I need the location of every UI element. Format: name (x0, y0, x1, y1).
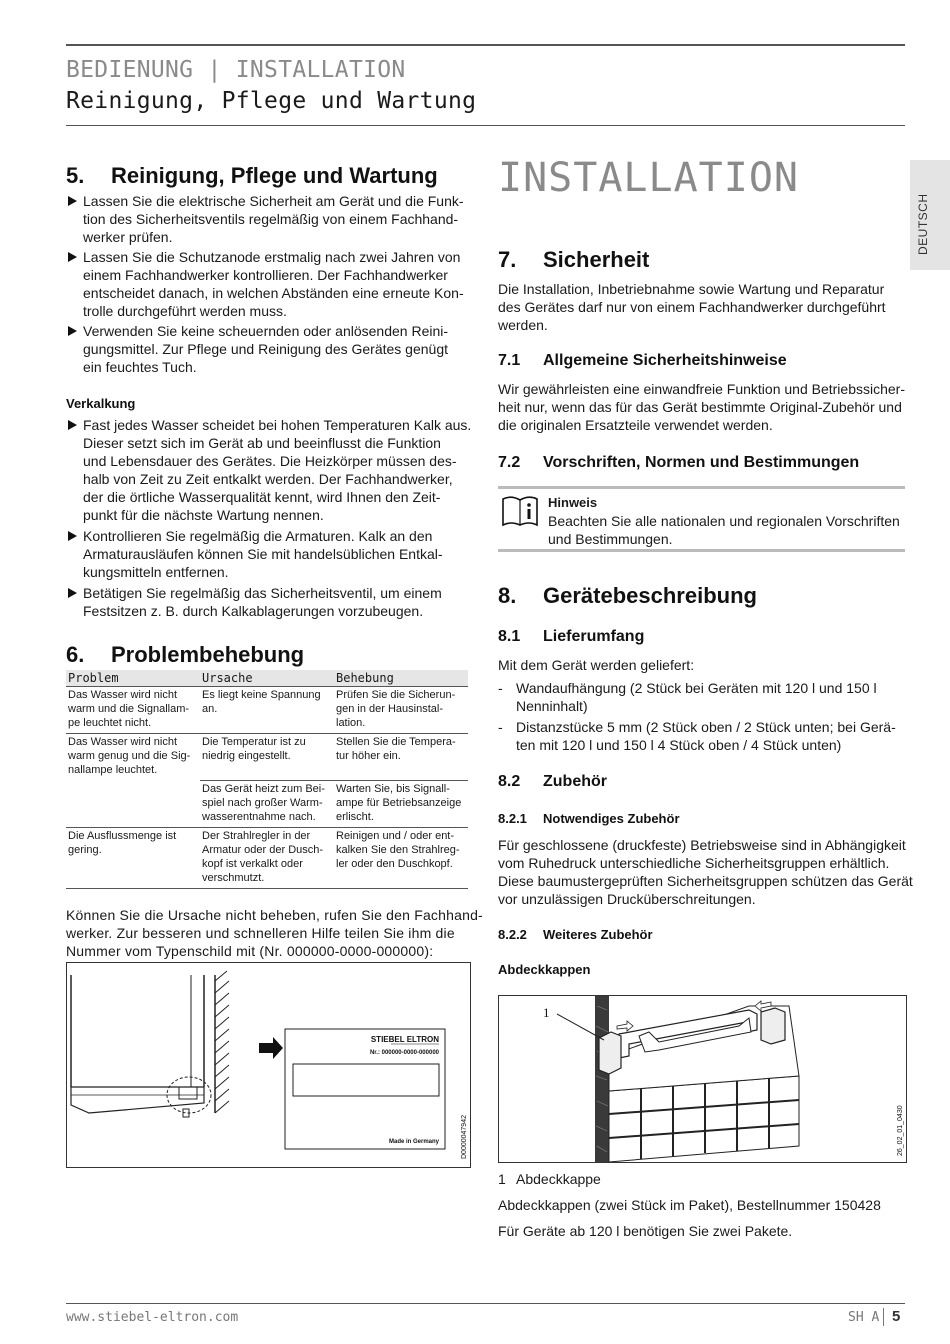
text-line: vor unzulässigen Drucküberschreitungen. (498, 891, 756, 907)
section-number: 6. (66, 642, 85, 667)
header-top-rule (66, 44, 905, 46)
section-title: Problembehebung (111, 642, 305, 667)
section-7-heading (498, 247, 649, 273)
section-title: Sicherheit (543, 247, 650, 272)
text-line: gungsmittel. Zur Pflege und Reinigung des Gerätes genügt (83, 341, 449, 357)
contact-paragraph (66, 906, 483, 960)
page-number: 5 (892, 1308, 901, 1325)
table-cell: Warten Sie, bis Signall-ampe für Betriebsanzeige erlischt. (334, 780, 468, 827)
text-line: Dieser setzt sich im Gerät ab und beeinflusst die Funktion (83, 435, 441, 451)
text-line: Für geschlossene (druckfeste) Betriebsweise sind in Abhängigkeit (498, 837, 906, 853)
section-number: 8. (498, 583, 517, 608)
table-cell: Die Temperatur ist zu niedrig eingestellt. (200, 734, 334, 781)
bullet-item (66, 527, 443, 581)
text-line: werden. (498, 317, 548, 333)
figure-code: D0000047942 (461, 1115, 468, 1159)
table-cell: Das Wasser wird nicht warm und die Signallam-pe leuchtet nicht. (66, 687, 200, 734)
bullet-item (66, 416, 471, 524)
text-line: Nenninhalt) (516, 698, 588, 714)
text-line: einem Fachhandwerker kontrollieren. Der Fachhandwerker (83, 267, 448, 283)
table-row (66, 827, 468, 888)
table-cell: Das Wasser wird nicht warm genug und die Sig-nallampe leuchtet. (68, 736, 191, 776)
lieferumfang-intro: Mit dem Gerät werden geliefert: (498, 657, 695, 673)
table-cell: Prüfen Sie die Sicherun-gen in der Hausinstal-lation. (334, 687, 468, 734)
bullet-item (66, 584, 442, 620)
cover-cap-figure (498, 995, 907, 1163)
notice-text (548, 512, 900, 548)
text-line: Distanzstücke 5 mm (2 Stück oben / 2 Stück unten; bei Gerä- (516, 719, 896, 735)
section-8-heading (498, 583, 757, 609)
section-7-text (498, 280, 886, 334)
text-line: tion des Sicherheitsventils regelmäßig von einem Fachhand- (83, 211, 459, 227)
abdeck-packages-line: Für Geräte ab 120 l benötigen Sie zwei Pakete. (498, 1223, 793, 1239)
hinweis-notice (498, 486, 905, 552)
text-line: entscheidet danach, in welchen Abständen eine erneute Kon- (83, 285, 464, 301)
column-header: Behebung (334, 670, 468, 687)
brand-label: STIEBEL ELTRON (370, 1035, 439, 1044)
text-line: Wandaufhängung (2 Stück bei Geräten mit 120 l und 150 l (516, 680, 877, 696)
text-line: Kontrollieren Sie regelmäßig die Armaturen. Kalk an den (83, 528, 433, 544)
text-line: Wir gewährleisten eine einwandfreie Funktion und Betriebssicher- (498, 381, 905, 397)
footer-doc-code: SH A (848, 1310, 880, 1325)
bullet-item (66, 248, 464, 320)
section-title: Reinigung, Pflege und Wartung (111, 163, 438, 188)
text-line: Können Sie die Ursache nicht beheben, rufen Sie den Fachhand- (66, 907, 483, 923)
type-plate-figure (66, 962, 471, 1168)
header-bottom-rule (66, 125, 905, 126)
text-line: und Lebensdauer des Gerätes. Die Heizkörper müssen des- (83, 453, 457, 469)
table-cell (66, 780, 200, 827)
notice-bottom-bar (498, 549, 905, 552)
section-8-2-1-text (498, 836, 913, 908)
text-line: die originalen Ersatzteile verwendet werden. (498, 417, 773, 433)
section-title: Notwendiges Zubehör (543, 811, 680, 826)
figure-legend (498, 1170, 601, 1188)
table-cell: Die Ausflussmenge ist gering. (66, 827, 200, 888)
text-line: punkt für die nächste Wartung nennen. (83, 507, 324, 523)
abdeckkappen-heading: Abdeckkappen (498, 962, 591, 977)
header-section-title: BEDIENUNG | INSTALLATION (66, 57, 406, 83)
figure-callout-1: 1 (543, 1005, 550, 1020)
footer-website-link[interactable]: www.stiebel-eltron.com (66, 1310, 239, 1325)
section-number: 8.1 (498, 628, 521, 645)
verkalkung-heading: Verkalkung (66, 396, 136, 411)
bullet-triangle-icon (68, 196, 77, 206)
table-cell: Das Gerät heizt zum Bei-spiel nach großer Warm-wasserentnahme nach. (200, 780, 334, 827)
text-line: Nummer vom Typenschild mit (Nr. 000000-0000-000000): (66, 943, 434, 959)
table-cell: Der Strahlregler in der Armatur oder der Dusch-kopf ist verkalkt oder verschmutzt. (200, 827, 334, 888)
text-line: trolle durchgeführt werden muss. (83, 303, 287, 319)
legend-number: 1 (498, 1171, 506, 1187)
table-cell: Reinigen und / oder ent-kalken Sie den Strahlreg-ler oder den Duschkopf. (334, 827, 468, 888)
section-8-2-heading (498, 773, 607, 791)
table-header-row (66, 670, 468, 687)
table-row (66, 687, 468, 734)
dash-marker: - (498, 719, 503, 735)
notice-title: Hinweis (548, 495, 598, 510)
info-book-icon (501, 495, 539, 527)
section-7-2-heading (498, 454, 859, 472)
text-line: kungsmitteln entfernen. (83, 564, 229, 580)
section-title: Lieferumfang (543, 628, 645, 645)
list-item (498, 679, 877, 715)
section-6-heading (66, 642, 304, 668)
text-line: Beachten Sie alle nationalen und regionalen Vorschriften (548, 513, 900, 529)
section-number: 8.2 (498, 773, 521, 790)
text-line: Diese baumustergeprüften Sicherheitsgruppen schützen das Gerät (498, 873, 913, 889)
section-number: 7. (498, 247, 517, 272)
text-line: Festsitzen z. B. durch Kalkablagerungen vorzubeugen. (83, 603, 424, 619)
section-title: Gerätebeschreibung (543, 583, 757, 608)
section-number: 8.2.2 (498, 927, 527, 942)
cover-cap-illustration (499, 996, 906, 1162)
column-header: Ursache (200, 670, 334, 687)
installation-title: INSTALLATION (498, 155, 799, 201)
section-7-1-heading (498, 352, 787, 370)
section-title: Zubehör (543, 773, 607, 790)
text-line: Fast jedes Wasser scheidet bei hohen Temperaturen Kalk aus. (83, 417, 472, 433)
bullet-triangle-icon (68, 588, 77, 598)
bullet-item (66, 322, 448, 376)
section-number: 8.2.1 (498, 811, 527, 826)
section-title: Vorschriften, Normen und Bestimmungen (543, 454, 860, 471)
footer-separator (883, 1308, 884, 1326)
text-line: Lassen Sie die Schutzanode erstmalig nach zwei Jahren von (83, 249, 461, 265)
legend-text: Abdeckkappe (516, 1171, 601, 1187)
section-8-2-2-heading (498, 927, 653, 942)
problem-table (66, 670, 468, 889)
footer-rule (66, 1303, 905, 1304)
list-item (498, 718, 896, 754)
text-line: halb von Zeit zu Zeit entkalkt werden. Der Fachhandwerker, (83, 471, 453, 487)
bullet-triangle-icon (68, 420, 77, 430)
text-line: ein feuchtes Tuch. (83, 359, 197, 375)
section-8-2-1-heading (498, 811, 680, 826)
type-plate-illustration (67, 963, 470, 1167)
language-tab (910, 160, 950, 270)
text-line: werker prüfen. (83, 229, 173, 245)
bullet-item (66, 192, 464, 246)
section-title: Weiteres Zubehör (543, 927, 653, 942)
section-title: Allgemeine Sicherheitshinweise (543, 352, 787, 369)
section-number: 7.1 (498, 352, 521, 369)
section-5-heading (66, 163, 438, 189)
figure-code: 26_02_01_0430 (897, 1105, 904, 1156)
table-row (66, 780, 468, 827)
section-7-1-text (498, 380, 905, 434)
column-header: Problem (66, 670, 200, 687)
text-line: des Gerätes darf nur von einem Fachhandwerker durchgeführt (498, 299, 886, 315)
text-line: Die Installation, Inbetriebnahme sowie Wartung und Reparatur (498, 281, 885, 297)
bullet-triangle-icon (68, 252, 77, 262)
serial-number-label: Nr.: 000000-0000-000000 (369, 1050, 439, 1056)
made-in-label: Made in Germany (388, 1139, 439, 1145)
text-line: Betätigen Sie regelmäßig das Sicherheitsventil, um einem (83, 585, 442, 601)
text-line: und Bestimmungen. (548, 531, 673, 547)
text-line: heit nur, wenn das für das Gerät bestimmte Original-Zubehör und (498, 399, 902, 415)
text-line: Armaturausläufen können Sie mit handelsüblichen Entkal- (83, 546, 443, 562)
text-line: vom Ruhedruck unterschiedliche Sicherheitsgruppen erhältlich. (498, 855, 890, 871)
text-line: der die örtliche Wasserqualität kennt, wird Ihnen den Zeit- (83, 489, 441, 505)
notice-top-bar (498, 486, 905, 489)
text-line: ten mit 120 l und 150 l 4 Stück oben / 4 Stück unten) (516, 737, 842, 753)
section-number: 5. (66, 163, 85, 188)
language-tab-label: DEUTSCH (916, 193, 930, 255)
section-8-1-heading (498, 628, 644, 646)
dash-marker: - (498, 680, 503, 696)
bullet-triangle-icon (68, 531, 77, 541)
text-line: Verwenden Sie keine scheuernden oder anlösenden Reini- (83, 323, 449, 339)
table-row (66, 734, 468, 781)
text-line: werker. Zur besseren und schnelleren Hilfe teilen Sie ihm die (66, 925, 455, 941)
bullet-triangle-icon (68, 326, 77, 336)
abdeck-order-line: Abdeckkappen (zwei Stück im Paket), Bestellnummer 150428 (498, 1197, 881, 1213)
table-cell: Stellen Sie die Tempera-tur höher ein. (334, 734, 468, 781)
table-cell: Es liegt keine Spannung an. (200, 687, 334, 734)
header-page-title: Reinigung, Pflege und Wartung (66, 88, 477, 114)
text-line: Lassen Sie die elektrische Sicherheit am Gerät und die Funk- (83, 193, 464, 209)
section-number: 7.2 (498, 454, 521, 471)
